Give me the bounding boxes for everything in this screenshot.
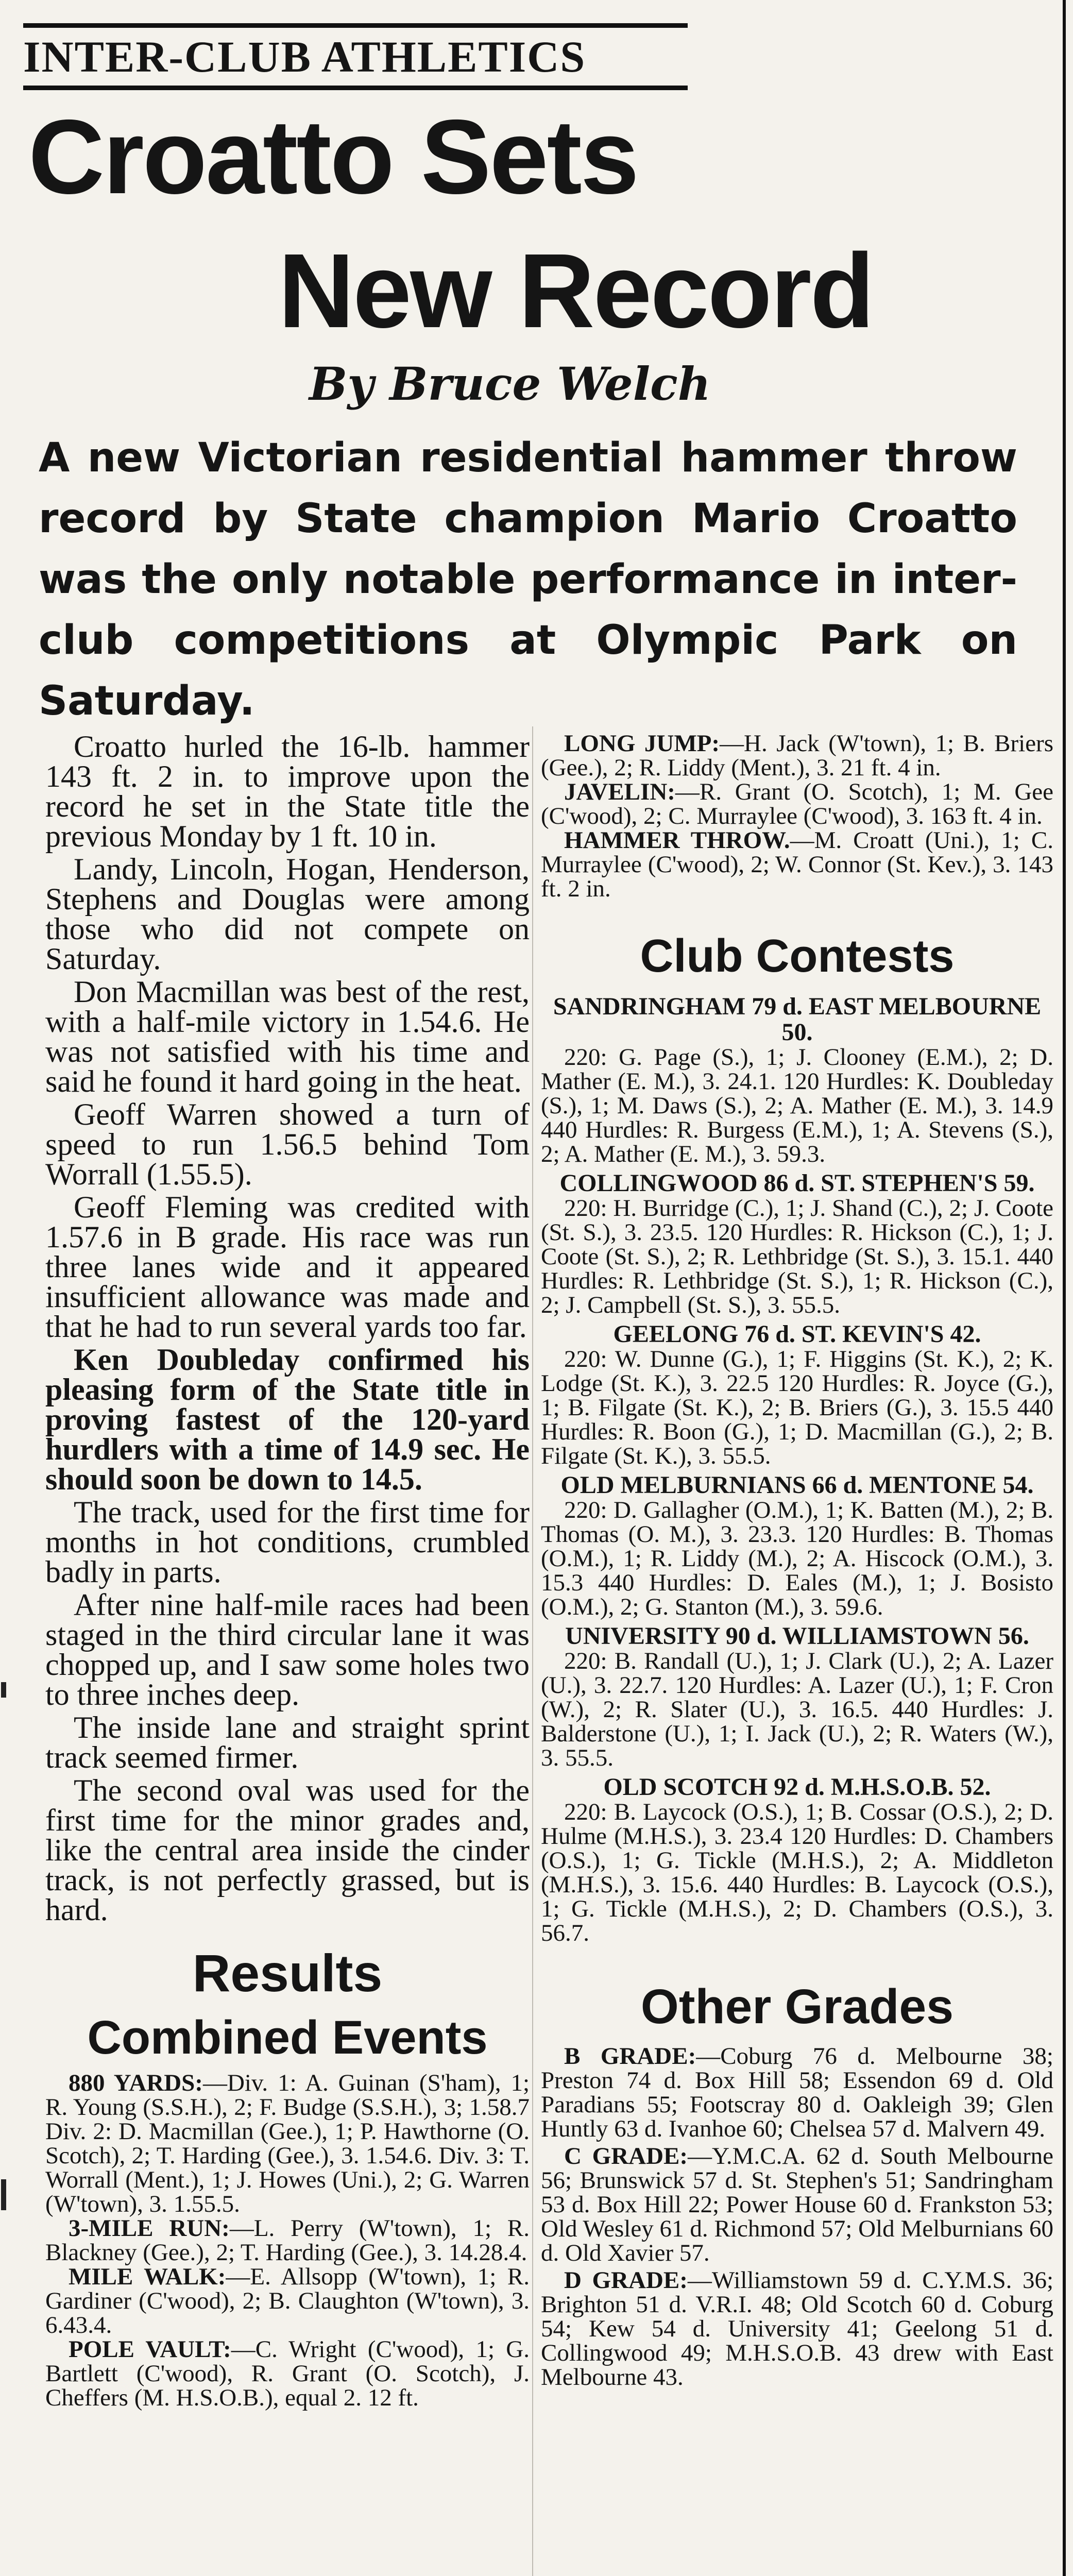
results-heading: Results — [192, 1944, 383, 2003]
match-results: 220: W. Dunne (G.), 1; F. Higgins (St. K.), 2; K. Lodge (St. K.), 3. 22.5 120 Hurdles: R. Joyce (G.), 1; B. Filgate (St. K.), 2; B. Briers (G.), 3. 15.5 440 Hurdles: R. Boon (G.), 1; D. Macmillan (G.), 2; B. Filgate (St. K.), 3. 55.5. — [541, 1346, 1053, 1469]
match-results: 220: D. Gallagher (O.M.), 1; K. Batten (M.), 2; B. Thomas (O. M.), 3. 23.3. 120 Hurdles: B. Thomas (O.M.), 1; R. Liddy (M.), 2; A. Hiscock (O.M.), 3. 15.3 440 Hurdles: D. Eales (M.), 1; J. Bosisto (O.M.), 2; G. Stanton (M.), 3. 59.6. — [541, 1497, 1053, 1620]
article-paragraph: Landy, Lincoln, Hogan, Henderson, Stephens and Douglas were among those who did not compete on Saturday. — [45, 852, 530, 976]
adjacent-column-edge — [0, 0, 9, 2576]
article-paragraph: Don Macmillan was best of the rest, with a half-mile victory in 1.54.6. He was not satisfied with his time and said he found it hard going in the heat. — [45, 975, 530, 1098]
article-paragraph: Ken Doubleday confirmed his pleasing form of the State title in proving fastest of the 120-yard hurdlers with a time of 14.9 sec. He should soon be down to 14.5. — [45, 1343, 530, 1496]
article-paragraph: The inside lane and straight sprint track seemed firmer. — [45, 1710, 530, 1774]
grade-name: B GRADE: — [564, 2043, 696, 2070]
result-entry — [541, 828, 1053, 901]
grade-results — [541, 2268, 1053, 2389]
article-paragraph: The track, used for the first time for months in hot conditions, crumbled badly in parts. — [45, 1495, 530, 1589]
article-deck: A new Victorian residential hammer throw record by State champion Mario Croatto was the only notable performance in inter-club competitions at Olympic Park on Saturday. — [39, 435, 1017, 724]
result-event-name: POLE VAULT: — [69, 2336, 231, 2363]
column-rule-right — [1063, 0, 1066, 2576]
byline: By Bruce Welch — [309, 357, 711, 411]
result-event-name: JAVELIN: — [564, 778, 675, 805]
edge-mark — [1, 2179, 6, 2210]
match-title: SANDRINGHAM 79 d. EAST MELBOURNE 50. — [553, 993, 1042, 1046]
result-text: —L. Perry (W'town), 1; R. Blackney (Gee.), 2; T. Harding (Gee.), 3. 14.28.4. — [45, 2215, 530, 2266]
section-kicker: INTER-CLUB ATHLETICS — [23, 23, 688, 90]
match-title: OLD SCOTCH 92 d. M.H.S.O.B. 52. — [603, 1773, 991, 1801]
article-paragraph: Geoff Fleming was credited with 1.57.6 in B grade. His race was run three lanes wide and it appeared insufficient allowance was made and that he had to run several yards too far. — [45, 1190, 530, 1344]
club-contests-heading: Club Contests — [640, 930, 955, 982]
result-text: —E. Allsopp (W'town), 1; R. Gardiner (C'wood), 2; B. Claughton (W'town), 3. 6.43.4. — [45, 2263, 530, 2338]
result-event-name: MILE WALK: — [69, 2263, 226, 2290]
article-paragraph: After nine half-mile races had been staged in the third circular lane it was chopped up, and I saw some holes two to three inches deep. — [45, 1588, 530, 1711]
column-divider — [532, 726, 533, 2576]
result-text: —Div. 1: A. Guinan (S'ham), 1; R. Young (S.S.H.), 2; F. Budge (S.S.H.), 3; 1.58.7 Div. 2: D. Macmillan (Gee.), 1; P. Hawthorne (O. Scotch), 2; T. Harding (Gee.), 3. 1.54.6. Div. 3: T. Worrall (Ment.), 1; J. Howes (Uni.), 2; G. Warren (W'town), 3. 1.55.5. — [45, 2070, 530, 2217]
match-results: 220: B. Randall (U.), 1; J. Clark (U.), 2; A. Lazer (U.), 3. 22.7. 120 Hurdles: A. Lazer (U.), 1; F. Cron (W.), 2; R. Slater (U.), 3. 16.5. 440 Hurdles: J. Balderstone (U.), 1; I. Jack (U.), 2; R. Waters (W.), 3. 55.5. — [541, 1648, 1053, 1771]
result-event-name: HAMMER THROW. — [564, 827, 790, 854]
headline-line-2: New Record — [278, 232, 873, 350]
result-event-name: 880 YARDS: — [69, 2070, 203, 2096]
grade-name: C GRADE: — [564, 2143, 688, 2170]
other-grades-heading: Other Grades — [640, 1979, 954, 2034]
result-entry — [45, 2071, 530, 2216]
grade-text: —Coburg 76 d. Melbourne 38; Preston 74 d. Box Hill 58; Essendon 69 d. Old Paradians 55; Footscray 80 d. Oakleigh 39; Glen Huntly 63 d. Ivanhoe 60; Chelsea 57 d. Malvern 49. — [541, 2043, 1053, 2142]
result-text: —H. Jack (W'town), 1; B. Briers (Gee.), 2; R. Liddy (Ment.), 3. 21 ft. 4 in. — [541, 730, 1053, 781]
results-list — [45, 2071, 530, 2410]
match-results: 220: G. Page (S.), 1; J. Clooney (E.M.), 2; D. Mather (E. M.), 3. 24.1. 120 Hurdles: K. Doubleday (S.), 1; M. Daws (S.), 2; A. Mather (E. M.), 3. 14.9 440 Hurdles: R. Burgess (E.M.), 1; A. Stevens (S.), 2; A. Mather (E. M.), 3. 59.3. — [541, 1044, 1053, 1167]
result-entry — [541, 732, 1053, 780]
grade-text: —Williamstown 59 d. C.Y.M.S. 36; Brighton 51 d. V.R.I. 48; Old Scotch 60 d. Coburg 54; Kew 54 d. University 41; Geelong 51 d. Collingwood 49; M.H.S.O.B. 43 drew with East Melbourne 43. — [541, 2267, 1054, 2391]
article-paragraph: The second oval was used for the first time for the minor grades and, like the central area inside the cinder track, is not perfectly grassed, but is hard. — [45, 1773, 530, 1927]
result-text: —M. Croatt (Uni.), 1; C. Murraylee (C'wood), 2; W. Connor (St. Kev.), 3. 143 ft. 2 in. — [541, 827, 1053, 902]
result-entry — [45, 2216, 530, 2265]
article-paragraph: Croatto hurled the 16-lb. hammer 143 ft. 2 in. to improve upon the record he set in the State title the previous Monday by 1 ft. 10 in. — [45, 730, 530, 853]
result-event-name: LONG JUMP: — [564, 730, 720, 757]
grade-results — [541, 2144, 1053, 2265]
result-event-name: 3-MILE RUN: — [69, 2215, 230, 2242]
result-entry — [45, 2265, 530, 2337]
result-text: —R. Grant (O. Scotch), 1; M. Gee (C'wood), 2; C. Murraylee (C'wood), 3. 163 ft. 4 in. — [541, 778, 1053, 829]
grade-name: D GRADE: — [564, 2267, 688, 2294]
grade-text: —Y.M.C.A. 62 d. South Melbourne 56; Brunswick 57 d. St. Stephen's 51; Sandringham 53 d. Box Hill 22; Power House 60 d. Frankston 53; Old Wesley 61 d. Richmond 57; Old Melburnians 60 d. Old Xavier 57. — [541, 2143, 1054, 2266]
result-text: —C. Wright (C'wood), 1; G. Bartlett (C'wood), R. Grant (O. Scotch), J. Cheffers (M. H.S.O.B.), equal 2. 12 ft. — [45, 2336, 530, 2411]
match-title: OLD MELBURNIANS 66 d. MENTONE 54. — [560, 1471, 1034, 1499]
headline-line-1: Croatto Sets — [28, 98, 638, 216]
match-title: GEELONG 76 d. ST. KEVIN'S 42. — [613, 1320, 981, 1348]
result-entry — [541, 780, 1053, 828]
article-body — [45, 732, 530, 1925]
match-results: 220: B. Laycock (O.S.), 1; B. Cossar (O.S.), 2; D. Hulme (M.H.S.), 3. 23.4 120 Hurdles: D. Chambers (O.S.), 1; G. Tickle (M.H.S.), 2; A. Middleton (M.H.S.), 3. 15.6. 440 Hurdles: B. Laycock (O.S.), 1; G. Tickle (M.H.S.), 2; D. Chambers (O.S.), 3. 56.7. — [541, 1799, 1053, 1946]
grade-results — [541, 2044, 1053, 2141]
match-title: COLLINGWOOD 86 d. ST. STEPHEN'S 59. — [559, 1170, 1035, 1197]
results-list-continued — [541, 732, 1053, 901]
club-contests-list — [541, 994, 1053, 1945]
left-column — [45, 732, 530, 2410]
right-column — [541, 732, 1053, 2393]
result-entry — [45, 2337, 530, 2410]
edge-mark — [1, 1682, 6, 1698]
match-results: 220: H. Burridge (C.), 1; J. Shand (C.), 2; J. Coote (St. S.), 3. 23.5. 120 Hurdles: R. Hickson (C.), 1; J. Coote (St. S.), 2; R. Lethbridge (St. S.), 3. 15.1. 440 Hurdles: R. Lethbridge (St. S.), 1; R. Hickson (C.), 2; J. Campbell (St. S.), 3. 55.5. — [541, 1195, 1053, 1318]
results-subheading: Combined Events — [87, 2011, 488, 2064]
match-title: UNIVERSITY 90 d. WILLIAMSTOWN 56. — [565, 1622, 1029, 1650]
article-paragraph: Geoff Warren showed a turn of speed to run 1.56.5 behind Tom Worrall (1.55.5). — [45, 1097, 530, 1191]
other-grades-list — [541, 2044, 1053, 2389]
